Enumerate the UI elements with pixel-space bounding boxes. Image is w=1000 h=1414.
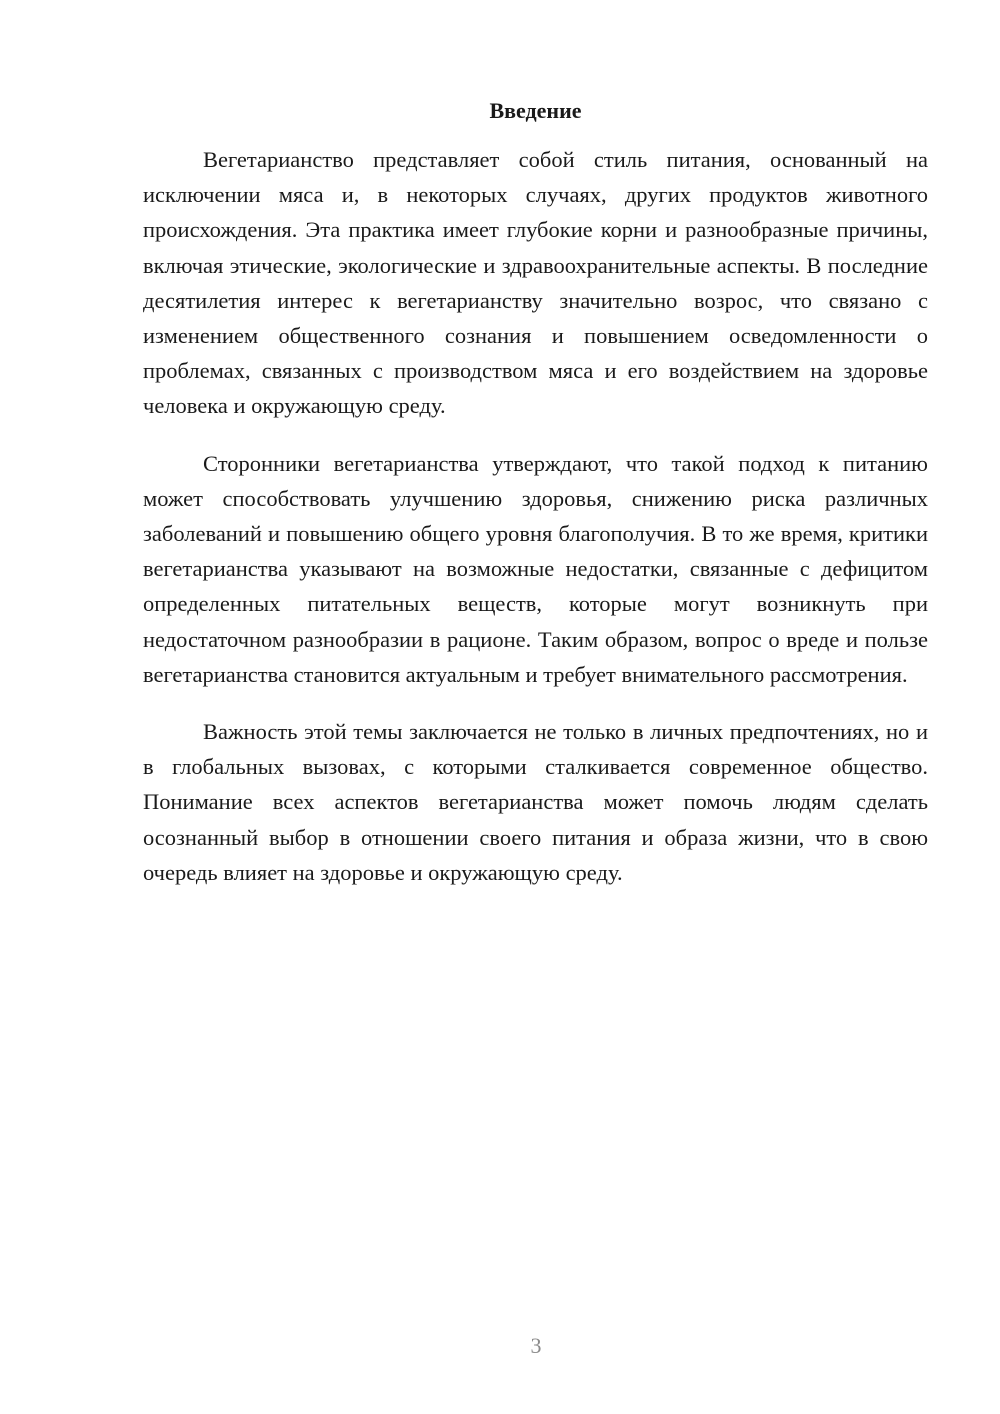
- paragraph-3: Важность этой темы заключается не только в личных предпочтениях, но и в глобальных вызовах, с которыми сталкивается современное общество. Понимание всех аспектов вегетарианства может помочь людям сделать осознанный выбор в отношении своего питания и образа жизни, что в свою очередь влияет на здоровье и окружающую среду.: [143, 719, 928, 885]
- body-text: [143, 142, 928, 912]
- paragraph-1: Вегетарианство представляет собой стиль питания, основанный на исключении мяса и, в некоторых случаях, других продуктов животного происхождения. Эта практика имеет глубокие корни и разнообразные причины, включая этические, экологические и здравоохранительные аспекты. В последние десятилетия интерес к вегетарианству значительно возрос, что связано с изменением общественного сознания и повышением осведомленности о проблемах, связанных с производством мяса и его воздействием на здоровье человека и окружающую среду.: [143, 147, 928, 419]
- paragraph-2: Сторонники вегетарианства утверждают, что такой подход к питанию может способствовать улучшению здоровья, снижению риска различных заболеваний и повышению общего уровня благополучия. В то же время, критики вегетарианства указывают на возможные недостатки, связанные с дефицитом определенных питательных веществ, которые могут возникнуть при недостаточном разнообразии в рационе. Таким образом, вопрос о вреде и пользе вегетарианства становится актуальным и требует внимательного рассмотрения.: [143, 450, 928, 687]
- section-heading: Введение: [489, 98, 582, 123]
- page-number: 3: [530, 1333, 542, 1358]
